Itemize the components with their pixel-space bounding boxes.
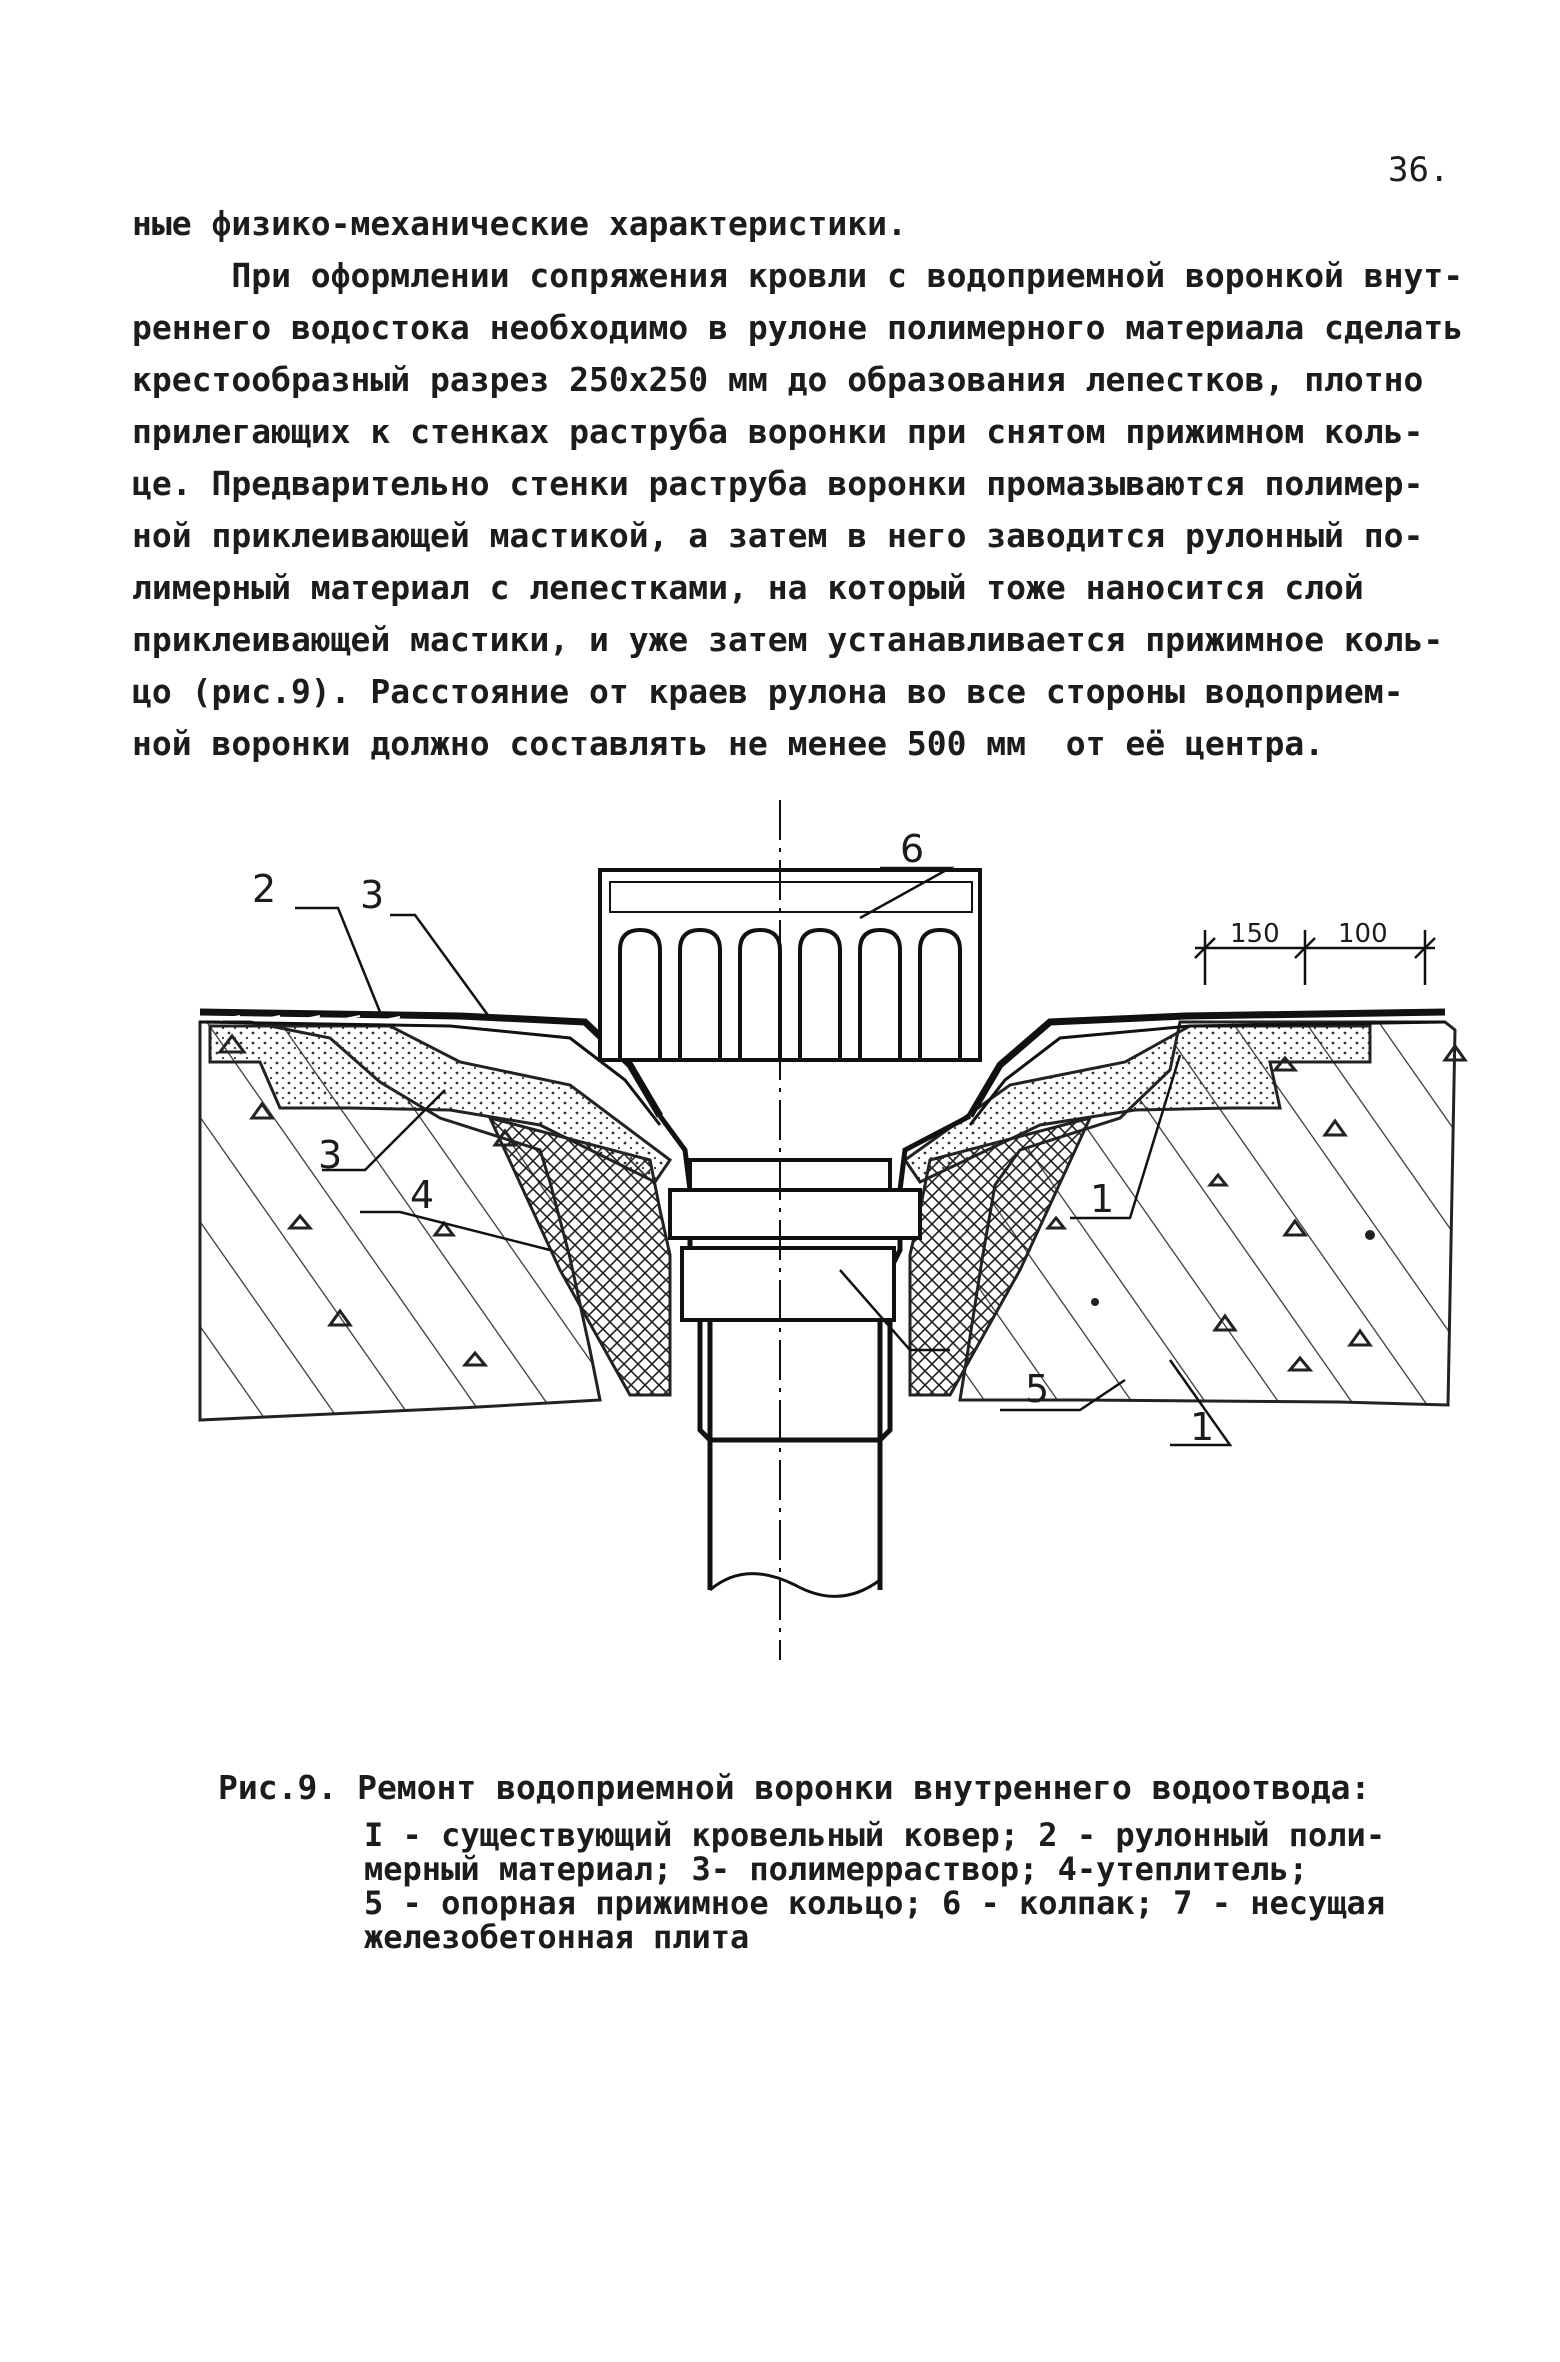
label-3-top: 3 xyxy=(360,873,385,917)
label-1-right: 1 xyxy=(1090,1177,1115,1221)
text-line: ные физико-механические характеристики. xyxy=(132,204,907,243)
roof-drain-section-drawing xyxy=(190,790,1470,1670)
label-5: 5 xyxy=(1025,1367,1050,1411)
dimension-150: 150 xyxy=(1230,919,1280,949)
text-line: приклеивающей мастики, и уже затем устанавливается прижимное коль- xyxy=(132,620,1444,659)
drain-cap-6 xyxy=(600,870,980,1060)
text-line: крестообразный разрез 250х250 мм до образования лепестков, плотно xyxy=(132,360,1424,399)
label-3-left: 3 xyxy=(318,1133,343,1177)
legend-line: 5 - опорная прижимное кольцо; 6 - колпак; 7 - несущая xyxy=(364,1884,1386,1922)
figure-caption-title: Рис.9. Ремонт водоприемной воронки внутреннего водоотвода: xyxy=(218,1768,1371,1807)
label-2: 2 xyxy=(252,867,277,911)
text-line: ной приклеивающей мастикой, а затем в него заводится рулонный по- xyxy=(132,516,1424,555)
dimension-100: 100 xyxy=(1338,919,1388,949)
figure-caption-legend xyxy=(364,1818,1464,1954)
text-line: прилегающих к стенках раструба воронки при снятом прижимном коль- xyxy=(132,412,1424,451)
text-line: реннего водостока необходимо в рулоне полимерного материала сделать xyxy=(132,308,1464,347)
text-line: це. Предварительно стенки раструба воронки промазываются полимер- xyxy=(132,464,1424,503)
text-line: ной воронки должно составлять не менее 500 мм от её центра. xyxy=(132,724,1325,763)
legend-line: железобетонная плита xyxy=(364,1918,750,1956)
legend-line: I - существующий кровельный ковер; 2 - рулонный поли- xyxy=(364,1816,1386,1854)
text-line: цо (рис.9). Расстояние от краев рулона во все стороны водоприем- xyxy=(132,672,1404,711)
text-line: При оформлении сопряжения кровли с водоприемной воронкой внут- xyxy=(132,256,1464,295)
body-paragraph xyxy=(132,198,1464,770)
text-line: лимерный материал с лепестками, на который тоже наносится слой xyxy=(132,568,1364,607)
label-6: 6 xyxy=(900,827,925,871)
page-number: 36. xyxy=(1388,150,1450,190)
label-4: 4 xyxy=(410,1173,435,1217)
legend-line: мерный материал; 3- полимерраствор; 4-утеплитель; xyxy=(364,1850,1309,1888)
label-1-bottom: 1 xyxy=(1190,1405,1215,1449)
